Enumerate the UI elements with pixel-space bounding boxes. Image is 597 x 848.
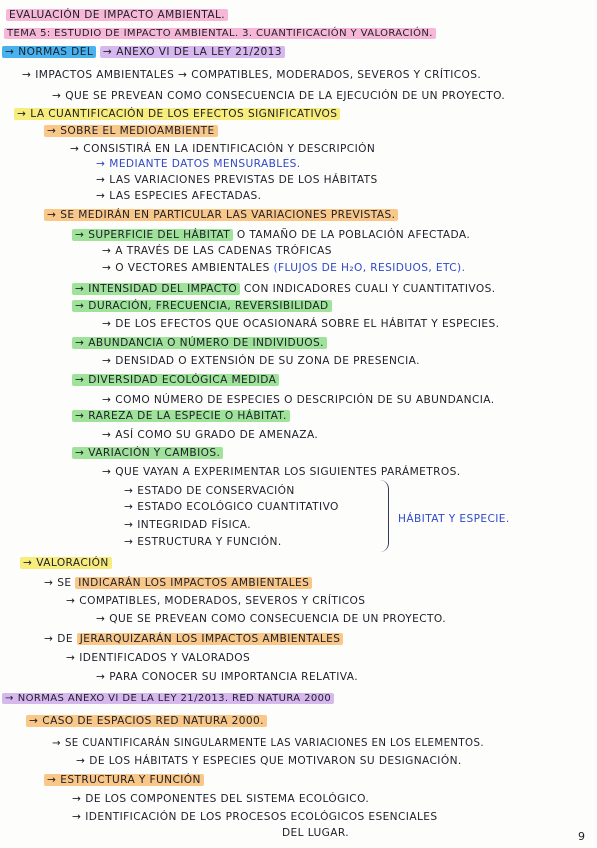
que-line: → QUE SE PREVEAN COMO CONSECUENCIA DE UN PROYECTO.: [96, 613, 446, 625]
arrow-icon: →: [124, 519, 134, 531]
consistira-line: → CONSISTIRÁ EN LA IDENTIFICACIÓN Y DESCRIPCIÓN: [70, 143, 376, 155]
arrow-icon: →: [102, 355, 112, 367]
arrow-icon: →: [5, 693, 14, 704]
valoracion-heading: → VALORACIÓN: [20, 557, 112, 569]
componentes-line: → DE LOS COMPONENTES DEL SISTEMA ECOLÓGICO.: [72, 793, 370, 805]
red-natura-line: [2, 692, 334, 706]
habitats-line: → DE LOS HÁBITATS Y ESPECIES QUE MOTIVARON SU DESIGNACIÓN.: [76, 755, 462, 767]
arrow-icon: →: [29, 715, 39, 727]
efectos-line: → DE LOS EFECTOS QUE OCASIONARÁ SOBRE EL HÁBITAT Y ESPECIES.: [102, 318, 500, 330]
arrow-icon: →: [102, 429, 112, 441]
arrow-icon: →: [70, 143, 80, 155]
arrow-icon: →: [96, 158, 106, 170]
arrow-icon: →: [44, 577, 54, 589]
param-item: → ESTADO DE CONSERVACIÓN: [124, 485, 295, 497]
identificados-line: → IDENTIFICADOS Y VALORADOS: [66, 652, 251, 664]
arrow-icon: →: [52, 90, 62, 102]
vectores-line: → O VECTORES AMBIENTALES (FLUJOS DE H₂O, RESIDUOS, ETC).: [102, 262, 466, 274]
arrow-icon: →: [124, 501, 134, 513]
variaciones-line: → LAS VARIACIONES PREVISTAS DE LOS HÁBITATS: [96, 174, 378, 186]
diversidad-heading: → DIVERSIDAD ECOLÓGICA MEDIDA: [72, 374, 279, 386]
arrow-icon: →: [23, 557, 33, 569]
arrow-icon: →: [5, 46, 15, 58]
norma-line: [2, 45, 285, 59]
arrow-icon: →: [76, 755, 86, 767]
compatibles-line: → COMPATIBLES, MODERADOS, SEVEROS Y CRÍTICOS: [66, 595, 366, 607]
diversidad-line: [72, 373, 279, 387]
impactos-label: IMPACTOS AMBIENTALES: [35, 69, 175, 81]
jerarquizaran-heading: JERARQUIZARÁN LOS IMPACTOS AMBIENTALES: [77, 633, 344, 645]
intensidad-heading: → INTENSIDAD DEL IMPACTO: [72, 283, 240, 295]
densidad-line: → DENSIDAD O EXTENSIÓN DE SU ZONA DE PRESENCIA.: [102, 355, 420, 367]
arrow-icon: →: [44, 633, 54, 645]
duracion-heading: → DURACIÓN, FRECUENCIA, REVERSIBILIDAD: [72, 300, 332, 312]
arrow-icon: →: [102, 245, 112, 257]
arrow-icon: →: [124, 536, 134, 548]
cadenas-line: → A TRAVÉS DE LAS CADENAS TRÓFICAS: [102, 245, 332, 257]
var-cambios-line: [72, 446, 223, 460]
amenaza-line: → ASÍ COMO SU GRADO DE AMENAZA.: [102, 429, 319, 441]
arrow-icon: →: [75, 447, 85, 459]
arrow-icon: →: [178, 69, 188, 81]
param-item: → INTEGRIDAD FÍSICA.: [124, 519, 252, 531]
arrow-icon: →: [96, 174, 106, 186]
rareza-heading: → RAREZA DE LA ESPECIE O HÁBITAT.: [72, 410, 290, 422]
cuantificacion-heading: → LA CUANTIFICACIÓN DE LOS EFECTOS SIGNIFICATIVOS: [14, 108, 340, 120]
arrow-icon: →: [66, 595, 76, 607]
arrow-icon: →: [124, 485, 134, 497]
arrow-icon: →: [96, 190, 106, 202]
lugar-line: DEL LUGAR.: [282, 827, 350, 839]
arrow-icon: →: [102, 262, 112, 274]
arrow-icon: →: [17, 108, 27, 120]
duracion-line: [72, 299, 332, 313]
subtitle-line: [4, 27, 436, 41]
brace-label: HÁBITAT Y ESPECIE.: [398, 513, 510, 525]
arrow-icon: →: [72, 811, 82, 823]
impactos-types: COMPATIBLES, MODERADOS, SEVEROS Y CRÍTICOS.: [191, 69, 482, 81]
para-line: → PARA CONOCER SU IMPORTANCIA RELATIVA.: [96, 671, 358, 683]
arrow-icon: →: [75, 300, 85, 312]
arrow-icon: →: [75, 337, 85, 349]
medioambiente-line: [44, 124, 218, 138]
red-natura-heading: → NORMAS ANEXO VI DE LA LEY 21/2013. RED NATURA 2000: [2, 693, 334, 704]
page-number: 9: [578, 830, 585, 843]
se-medira-line: [44, 208, 398, 222]
param-item: → ESTADO ECOLÓGICO CUANTITATIVO: [124, 501, 339, 513]
rareza-line: [72, 409, 290, 423]
arrow-icon: →: [75, 229, 85, 241]
arrow-icon: →: [66, 652, 76, 664]
estructura-line: [44, 773, 204, 787]
arrow-icon: →: [75, 283, 85, 295]
arrow-icon: →: [72, 793, 82, 805]
indicaran-line: → SE INDICARÁN LOS IMPACTOS AMBIENTALES: [44, 576, 312, 590]
estructura-heading: → ESTRUCTURA Y FUNCIÓN: [44, 774, 204, 786]
norma-ref: → ANEXO VI DE LA LEY 21/2013: [100, 46, 285, 58]
numero-line: → COMO NÚMERO DE ESPECIES O DESCRIPCIÓN DE SU ABUNDANCIA.: [102, 394, 495, 406]
param-item: → ESTRUCTURA Y FUNCIÓN.: [124, 536, 282, 548]
especies-line: → LAS ESPECIES AFECTADAS.: [96, 190, 262, 202]
se-medira-heading: → SE MEDIRÁN EN PARTICULAR LAS VARIACIONES PREVISTAS.: [44, 209, 398, 221]
arrow-icon: →: [75, 374, 85, 386]
arrow-icon: →: [102, 46, 113, 58]
superficie-line: → SUPERFICIE DEL HÁBITAT O TAMAÑO DE LA POBLACIÓN AFECTADA.: [72, 228, 470, 242]
arrow-icon: →: [52, 738, 61, 749]
identificacion-line: → IDENTIFICACIÓN DE LOS PROCESOS ECOLÓGICOS ESENCIALES: [72, 811, 438, 823]
arrow-icon: →: [22, 69, 32, 81]
norma-label: → NORMAS DEL: [2, 46, 96, 58]
medioambiente-heading: → SOBRE EL MEDIOAMBIENTE: [44, 125, 218, 137]
abundancia-heading: → ABUNDANCIA O NÚMERO DE INDIVIDUOS.: [72, 337, 327, 349]
impactos-sub-line: → QUE SE PREVEAN COMO CONSECUENCIA DE LA EJECUCIÓN DE UN PROYECTO.: [52, 90, 506, 102]
indicaran-heading: INDICARÁN LOS IMPACTOS AMBIENTALES: [75, 577, 312, 589]
arrow-icon: →: [47, 209, 57, 221]
arrow-icon: →: [96, 671, 106, 683]
arrow-icon: →: [102, 466, 112, 478]
abundancia-line: [72, 336, 327, 350]
superficie-heading: → SUPERFICIE DEL HÁBITAT: [72, 229, 233, 241]
page-title: EVALUACIÓN DE IMPACTO AMBIENTAL.: [6, 9, 228, 21]
page-subtitle: TEMA 5: ESTUDIO DE IMPACTO AMBIENTAL. 3. CUANTIFICACIÓN Y VALORACIÓN.: [4, 28, 436, 39]
caso-heading: → CASO DE ESPACIOS RED NATURA 2000.: [26, 715, 267, 727]
title-line: [6, 8, 228, 22]
caso-line: [26, 714, 267, 728]
impactos-line: [22, 68, 481, 82]
cuantificacion-line: [14, 107, 340, 121]
brace-icon: [380, 480, 389, 552]
arrow-icon: →: [47, 774, 57, 786]
intensidad-line: → INTENSIDAD DEL IMPACTO CON INDICADORES CUALI Y CUANTITATIVOS.: [72, 282, 496, 296]
parametros-line: → QUE VAYAN A EXPERIMENTAR LOS SIGUIENTES PARÁMETROS.: [102, 466, 461, 478]
arrow-icon: →: [96, 613, 106, 625]
arrow-icon: →: [102, 318, 112, 330]
jerarquizaran-line: → DE JERARQUIZARÁN LOS IMPACTOS AMBIENTALES: [44, 632, 343, 646]
arrow-icon: →: [75, 410, 85, 422]
cuantificaran-line: → SE CUANTIFICARÁN SINGULARMENTE LAS VARIACIONES EN LOS ELEMENTOS.: [52, 738, 484, 749]
datos-line: → MEDIANTE DATOS MENSURABLES.: [96, 158, 301, 170]
arrow-icon: →: [47, 125, 57, 137]
arrow-icon: →: [102, 394, 112, 406]
var-cambios-heading: → VARIACIÓN Y CAMBIOS.: [72, 447, 223, 459]
valoracion-line: [20, 556, 112, 570]
